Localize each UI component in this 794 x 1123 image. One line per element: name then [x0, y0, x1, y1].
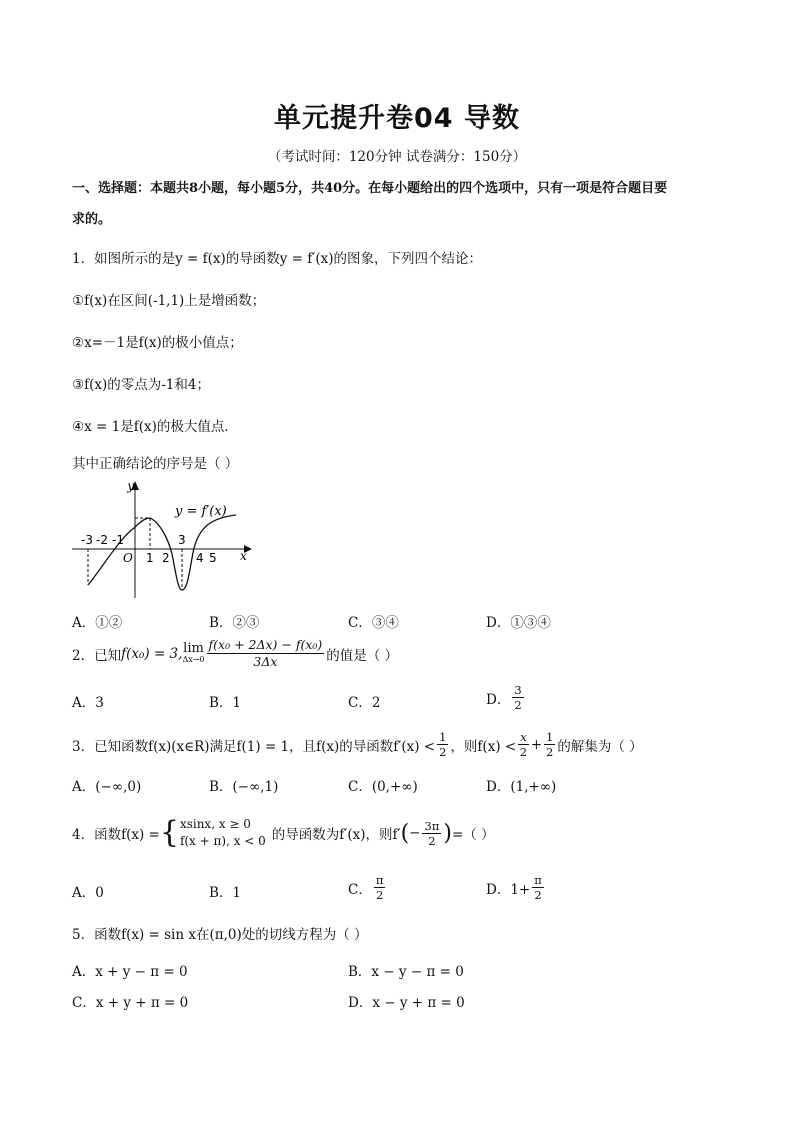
- q3-frac3: [544, 730, 555, 759]
- x-axis-label: x: [240, 549, 247, 563]
- q4-option-c-num: π: [375, 873, 384, 887]
- q3-option-b: B．(−∞,1): [209, 779, 279, 795]
- q2-lim-bottom: Δx→0: [182, 654, 205, 664]
- q2-option-d-frac: [512, 683, 523, 712]
- q2-option-d: [486, 683, 526, 712]
- q2-lim-top: lim: [183, 640, 204, 656]
- tick-3: 3: [178, 533, 186, 547]
- origin-label: O: [123, 551, 133, 565]
- q3-option-a: A．(−∞,0): [72, 779, 142, 795]
- q3-frac3-den: 2: [546, 745, 554, 759]
- q5-option-b: B．x − y − π = 0: [348, 964, 464, 980]
- q4-stem: 4．函数f(x) = { xsinx, x ≥ 0 f(x + π), x < 0 的导函数为f′(x)，则f′ ( − $\frac{3\pi}{2}$ ) =（ ）: [72, 815, 495, 850]
- q4-option-d-label: D．1+: [486, 881, 531, 898]
- derivative-graph: [72, 478, 252, 600]
- tick-neg3: -3: [81, 533, 93, 547]
- q4-suffix: =（ ）: [451, 827, 495, 843]
- q3-part1: 3．已知函数f(x)(x∈R)满足f(1) = 1，且f(x)的导函数f′(x) <: [72, 738, 436, 755]
- y-axis-label: y: [127, 479, 134, 493]
- q1-statement-3: ③f(x)的零点为-1和4；: [72, 377, 210, 393]
- q4-arg-den: 2: [428, 833, 436, 848]
- curve-label: y = f′(x): [175, 504, 227, 519]
- q2-fraction: [207, 637, 325, 670]
- q3-frac2-den: 2: [519, 745, 528, 759]
- q2-option-d-num: 3: [514, 683, 522, 697]
- q4-arg-num: 3π: [424, 818, 440, 833]
- tick-neg1: -1: [112, 533, 124, 547]
- q3-frac3-num: 1: [546, 730, 554, 744]
- q4-paren-right: ): [443, 820, 452, 846]
- q4-option-d-den: 2: [534, 888, 542, 902]
- q4-option-c: [348, 873, 387, 902]
- q1-statement-1: ①f(x)在区间(-1,1)上是增函数；: [72, 293, 266, 309]
- q1-option-c: C．③④: [348, 615, 399, 631]
- q4-option-c-label: C．: [348, 881, 372, 898]
- q3-stem: [72, 730, 643, 759]
- q4-option-c-den: 2: [375, 888, 384, 902]
- q3-option-d: D．(1,+∞): [486, 779, 557, 795]
- q3-option-c: C．(0,+∞): [348, 779, 418, 795]
- q4-brace: {: [159, 815, 179, 850]
- q4-prefix: 4．函数f(x) =: [72, 827, 160, 843]
- tick-1: 1: [146, 551, 154, 565]
- q3-part2: ，则f(x) <: [450, 738, 517, 755]
- tick-2: 2: [162, 551, 170, 565]
- section-heading-line2: 求的。: [72, 212, 112, 227]
- q1-statement-4: ④x = 1是f(x)的极大值点．: [72, 419, 238, 435]
- q2-stem: [72, 637, 398, 670]
- q4-paren-left: (: [400, 820, 410, 846]
- q3-frac1: [437, 730, 448, 759]
- q2-option-d-label: D．: [486, 691, 511, 708]
- section-heading-line1: 一、选择题：本题共8小题，每小题5分，共40分。在每小题给出的四个选项中，只有一项是符合题目要: [72, 181, 668, 196]
- q1-option-b: B．②③: [209, 615, 260, 631]
- q1-question: 其中正确结论的序号是（ ）: [72, 456, 239, 472]
- tick-4: 4: [196, 551, 204, 565]
- q4-option-d-frac: [532, 873, 544, 902]
- q3-frac1-den: 2: [439, 745, 447, 759]
- q5-option-c: C．x + y + π = 0: [72, 995, 189, 1011]
- tick-5: 5: [209, 551, 217, 565]
- q1-statement-2: ②x=－1是f(x)的极小值点；: [72, 335, 243, 351]
- q4-arg-frac: [422, 819, 441, 848]
- q2-numerator: f(x₀ + 2Δx) − f(x₀): [208, 637, 323, 652]
- q2-option-b: B．1: [209, 695, 242, 711]
- q2-prefix: 2．已知: [72, 647, 122, 664]
- q4-option-c-frac: [374, 873, 386, 902]
- q4-option-a: A．0: [72, 885, 104, 901]
- q3-frac2: [518, 730, 529, 759]
- q1-option-d: D．①③④: [486, 615, 551, 631]
- q4-mid: 的导函数为f′(x)，则f′: [271, 827, 401, 843]
- q2-option-a: A．3: [72, 695, 104, 711]
- q1-option-a: A．①②: [72, 615, 123, 631]
- q3-plus: +: [530, 736, 542, 753]
- q2-option-d-den: 2: [514, 698, 522, 712]
- q1-stem: 1．如图所示的是y = f(x)的导函数y = f′(x)的图象，下列四个结论：: [72, 251, 482, 267]
- q4-option-b: B．1: [209, 885, 242, 901]
- q4-option-d-num: π: [534, 873, 542, 887]
- q4-case2: f(x + π), x < 0: [179, 834, 266, 848]
- q5-option-d: D．x − y + π = 0: [348, 995, 465, 1011]
- q2-suffix: 的值是（ ）: [326, 647, 399, 664]
- q3-frac1-num: 1: [439, 730, 447, 744]
- q2-denominator: 3Δx: [253, 654, 278, 669]
- q2-condition: f(x₀) = 3,: [121, 645, 183, 662]
- q4-option-d: [486, 873, 546, 902]
- q4-cases: [180, 816, 266, 850]
- q5-stem: 5．函数f(x) = sin x在(π,0)处的切线方程为（ ）: [72, 927, 368, 943]
- q2-option-c: C．2: [348, 695, 381, 711]
- q5-option-a: A．x + y − π = 0: [72, 964, 188, 980]
- tick-neg2: -2: [96, 533, 108, 547]
- q3-frac2-num: x: [520, 730, 527, 744]
- q3-part3: 的解集为（ ）: [557, 738, 643, 755]
- page-title: 单元提升卷04 导数: [274, 103, 520, 134]
- exam-info: （考试时间：120分钟 试卷满分：150分）: [267, 149, 527, 165]
- q2-limit: [182, 640, 205, 665]
- q4-case1: xsinx, x ≥ 0: [179, 817, 251, 831]
